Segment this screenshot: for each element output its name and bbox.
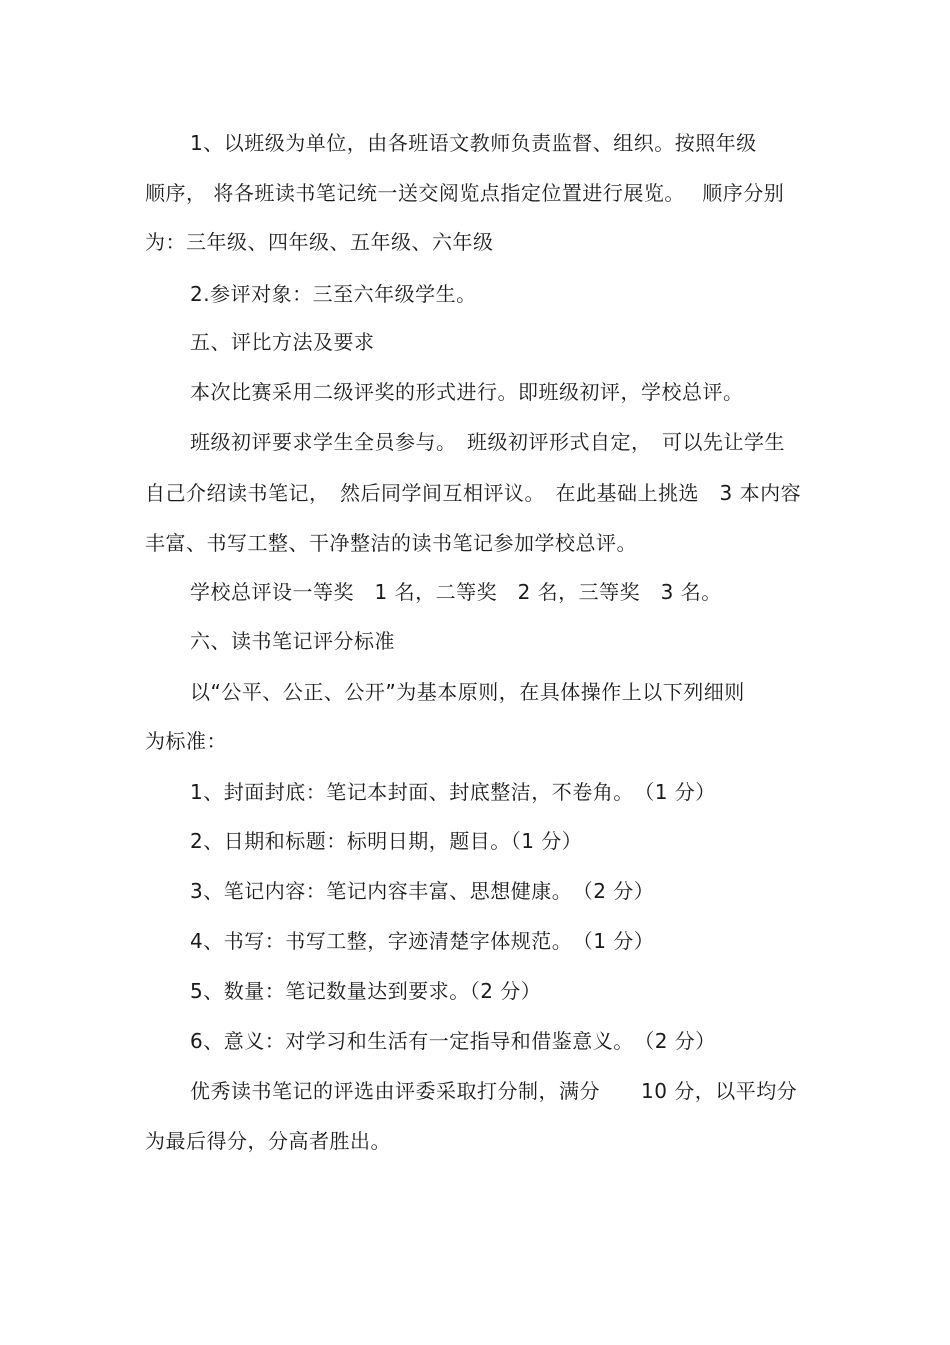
paragraph-line: 顺序， 将各班读书笔记统一送交阅览点指定位置进行展览。 顺序分别 xyxy=(145,181,785,205)
criteria-item: 4、书写：书写工整，字迹清楚字体规范。 （1 分） xyxy=(190,929,655,953)
paragraph-line: 1、以班级为单位，由各班语文教师负责监督、组织。按照年级 xyxy=(190,131,757,155)
criteria-item: 3、笔记内容：笔记内容丰富、思想健康。 （2 分） xyxy=(190,879,655,903)
paragraph-line: 为标准： xyxy=(145,729,227,753)
paragraph-line: 学校总评设一等奖 1 名，二等奖 2 名，三等奖 3 名。 xyxy=(190,580,722,604)
criteria-item: 2、日期和标题：标明日期，题目。（1 分） xyxy=(190,829,583,853)
section-heading: 五、评比方法及要求 xyxy=(190,330,375,354)
paragraph-line: 2.参评对象：三至六年级学生。 xyxy=(190,282,477,306)
paragraph-line: 以“公平、公正、公开”为基本原则，在具体操作上以下列细则 xyxy=(190,680,745,704)
paragraph-line: 为最后得分，分高者胜出。 xyxy=(145,1129,391,1153)
criteria-item: 1、封面封底：笔记本封面、封底整洁，不卷角。 （1 分） xyxy=(190,780,716,804)
paragraph-line: 丰富、书写工整、干净整洁的读书笔记参加学校总评。 xyxy=(145,531,637,555)
paragraph-line: 班级初评要求学生全员参与。 班级初评形式自定， 可以先让学生 xyxy=(190,430,785,454)
paragraph-line: 为：三年级、四年级、五年级、六年级 xyxy=(145,230,494,254)
section-heading: 六、读书笔记评分标准 xyxy=(190,629,395,653)
paragraph-line: 自己介绍读书笔记， 然后同学间互相评议。 在此基础上挑选 3 本内容 xyxy=(145,481,802,505)
criteria-item: 6、意义：对学习和生活有一定指导和借鉴意义。 （2 分） xyxy=(190,1029,716,1053)
criteria-item: 5、数量：笔记数量达到要求。（2 分） xyxy=(190,979,542,1003)
paragraph-line: 本次比赛采用二级评奖的形式进行。即班级初评，学校总评。 xyxy=(190,380,744,404)
paragraph-line: 优秀读书笔记的评选由评委采取打分制，满分 10 分，以平均分 xyxy=(190,1079,798,1103)
